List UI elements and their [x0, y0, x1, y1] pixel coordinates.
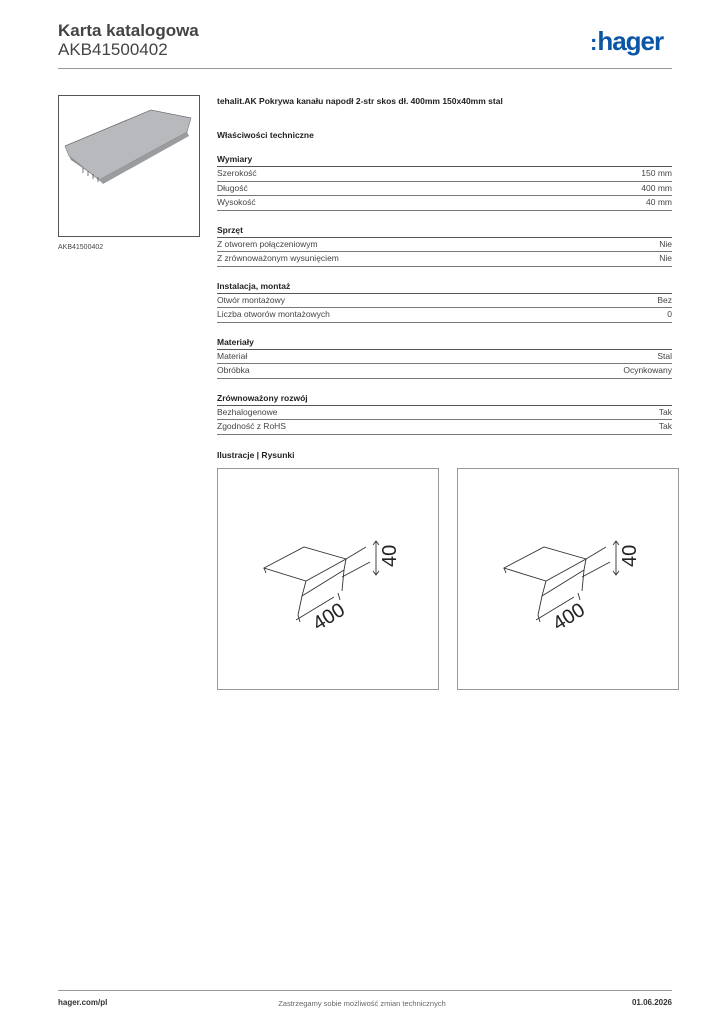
spec-row: [217, 294, 672, 309]
spec-row: [217, 420, 672, 435]
spec-label: Wysokość: [217, 197, 256, 207]
group-title: Zrównoważony rozwój: [217, 393, 672, 406]
document-title: Karta katalogowa: [58, 21, 199, 40]
illustrations-heading: Ilustracje | Rysunki: [217, 450, 295, 460]
spec-label: Materiał: [217, 350, 248, 361]
dimension-height-label: 40: [379, 544, 401, 567]
product-image: [58, 95, 200, 237]
spec-row: [217, 182, 672, 197]
footer-notice: Zastrzegamy sobie możliwość zmian technicznych: [278, 999, 446, 1008]
spec-row: [217, 364, 672, 379]
spec-value: Tak: [658, 421, 672, 431]
product-code: AKB41500402: [58, 40, 168, 59]
spec-value: 400 mm: [641, 182, 672, 193]
spec-label: Obróbka: [217, 365, 250, 375]
spec-value: 150 mm: [641, 168, 672, 178]
dimension-length-label: 400: [548, 598, 589, 636]
hager-logo: :hager: [590, 26, 664, 56]
spec-row: [217, 252, 672, 267]
group-title: Wymiary: [217, 154, 672, 167]
spec-label: Zgodność z RoHS: [217, 421, 286, 431]
spec-row: [217, 238, 672, 253]
spec-label: Z zrównoważonym wysunięciem: [217, 253, 339, 263]
dimension-drawing: [457, 468, 679, 690]
group-sustainability: [217, 393, 672, 435]
spec-value: Ocynkowany: [623, 365, 672, 375]
spec-value: Bez: [657, 294, 672, 305]
spec-label: Długość: [217, 182, 248, 193]
footer-divider: [58, 990, 672, 991]
group-installation: [217, 281, 672, 323]
spec-label: Otwór montażowy: [217, 294, 286, 305]
spec-value: Nie: [659, 253, 672, 263]
group-title: Materiały: [217, 337, 672, 350]
dimension-height-label: 40: [619, 544, 641, 567]
image-caption: AKB41500402: [58, 244, 104, 251]
spec-row: [217, 196, 672, 211]
technical-heading: Właściwości techniczne: [217, 130, 314, 140]
group-title: Instalacja, montaż: [217, 281, 672, 294]
dimension-drawing: [217, 468, 439, 690]
group-materials: [217, 337, 672, 379]
spec-row: [217, 350, 672, 365]
spec-row: [217, 406, 672, 421]
spec-value: Stal: [657, 350, 672, 361]
spec-row: [217, 308, 672, 323]
dimension-length-label: 400: [308, 598, 349, 636]
spec-label: Z otworem połączeniowym: [217, 238, 318, 249]
spec-value: Tak: [658, 406, 672, 417]
spec-label: Szerokość: [217, 168, 257, 178]
spec-value: Nie: [659, 238, 672, 249]
group-hardware: [217, 225, 672, 267]
product-description: tehalit.AK Pokrywa kanału napodł 2-str skos dł. 400mm 150x40mm stal: [217, 96, 503, 106]
group-title: Sprzęt: [217, 225, 672, 238]
footer-website-link[interactable]: hager.com/pl: [58, 998, 108, 1007]
spec-value: 0: [667, 309, 672, 319]
specifications: [217, 96, 672, 435]
header-divider: [58, 68, 672, 69]
spec-label: Liczba otworów montażowych: [217, 309, 330, 319]
footer-date: 01.06.2026: [631, 998, 672, 1007]
spec-label: Bezhalogenowe: [217, 406, 278, 417]
group-dimensions: [217, 154, 672, 211]
spec-value: 40 mm: [646, 197, 672, 207]
spec-row: [217, 167, 672, 182]
